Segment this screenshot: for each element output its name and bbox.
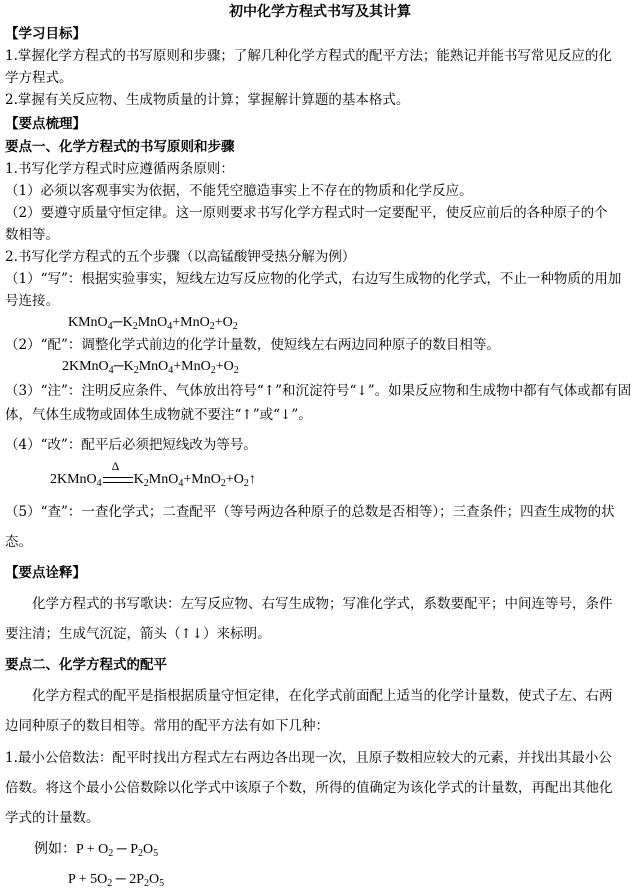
paragraph: 学方程式。 (5, 70, 73, 86)
example-label: 例如： (34, 842, 76, 857)
example-equation-step: $P + 5O_2$ ─ $2P_2O_5$ (68, 872, 165, 889)
paragraph: 号连接。 (5, 293, 59, 309)
paragraph: （1）“写”：根据实验事实，短线左边写反应物的化学式，右边写生成物的化学式，不止一种物质的用加 (5, 271, 622, 287)
paragraph: 倍数。将这个最小公倍数除以化学式中该原子个数，所得的值确定为该化学式的计量数，再配出其他化 (5, 780, 613, 796)
explain-heading: 【要点诠释】 (5, 565, 86, 581)
paragraph: 边同种原子的数目相等。常用的配平方法有如下几种： (5, 718, 329, 734)
paragraph: 体，气体生成物或固体生成物就不要注“↑”或“↓”。 (5, 407, 312, 423)
paragraph: 1.最小公倍数法：配平时找出方程式左右两边各出现一次，且原子数相应较大的元素，并找出其最小公 (5, 750, 612, 766)
paragraph: 2.书写化学方程式的五个步骤（以高锰酸钾受热分解为例） (5, 249, 356, 265)
paragraph: 态。 (5, 534, 32, 550)
point2-heading: 要点二、化学方程式的配平 (5, 657, 167, 673)
paragraph: （4）“改”：配平后必须把短线改为等号。 (5, 437, 257, 453)
paragraph: 数相等。 (5, 227, 59, 243)
paragraph: 化学方程式的配平是指根据质量守恒定律，在化学式前面配上适当的化学计量数，使式子左、右两 (32, 688, 613, 704)
point1-heading: 要点一、化学方程式的书写原则和步骤 (5, 139, 235, 155)
paragraph: 学式的计量数。 (5, 810, 100, 826)
paragraph: 化学方程式的书写歌诀：左写反应物、右写生成物；写准化学式，系数要配平；中间连等号，条件 (32, 596, 613, 612)
equation-write: $KMnO_4─K_2MnO_4+MnO_2+O_2$ (68, 315, 238, 332)
equation-final: 2KMnO$_4$ Δ $K_2MnO_4+MnO_2+O_2↑$ (50, 470, 256, 490)
paragraph: 1.书写化学方程式时应遵循两条原则： (5, 161, 234, 177)
summary-heading: 【要点梳理】 (5, 116, 86, 132)
paragraph: 1.掌握化学方程式的书写原则和步骤；了解几种化学方程式的配平方法；能熟记并能书写常见反应的化 (5, 48, 612, 64)
objectives-heading: 【学习目标】 (5, 26, 86, 42)
paragraph: 2.掌握有关反应物、生成物质量的计算；掌握解计算题的基本格式。 (5, 92, 410, 108)
delta-symbol: Δ (111, 459, 120, 473)
heating-condition (102, 459, 134, 490)
example-equation-unbalanced: 例如：$P + O_2$ ─ $P_2O_5$ (34, 842, 159, 859)
paragraph: （1）必须以客观事实为依据，不能凭空臆造事实上不存在的物质和化学反应。 (5, 183, 473, 199)
paragraph: （3）“注”：注明反应条件、气体放出符号“↑”和沉淀符号“↓”。如果反应物和生成物中都有气体或都有固 (5, 383, 632, 399)
paragraph: （5）“查”：一查化学式；二查配平（等号两边各种原子的总数是否相等）；三查条件；四查生成物的状 (5, 504, 615, 520)
paragraph: 要注清；生成气沉淀，箭头（↑↓）来标明。 (5, 626, 271, 642)
document-title: 初中化学方程式书写及其计算 (229, 4, 411, 20)
equation-balance: $2KMnO_4─K_2MnO_4+MnO_2+O_2$ (62, 359, 239, 376)
paragraph: （2）要遵守质量守恒定律。这一原则要求书写化学方程式时一定要配平，使反应前后的各种原子的个 (5, 205, 608, 221)
paragraph: （2）“配”：调整化学式前边的化学计量数，使短线左右两边同种原子的数目相等。 (5, 337, 500, 353)
equals-sign (103, 477, 133, 483)
